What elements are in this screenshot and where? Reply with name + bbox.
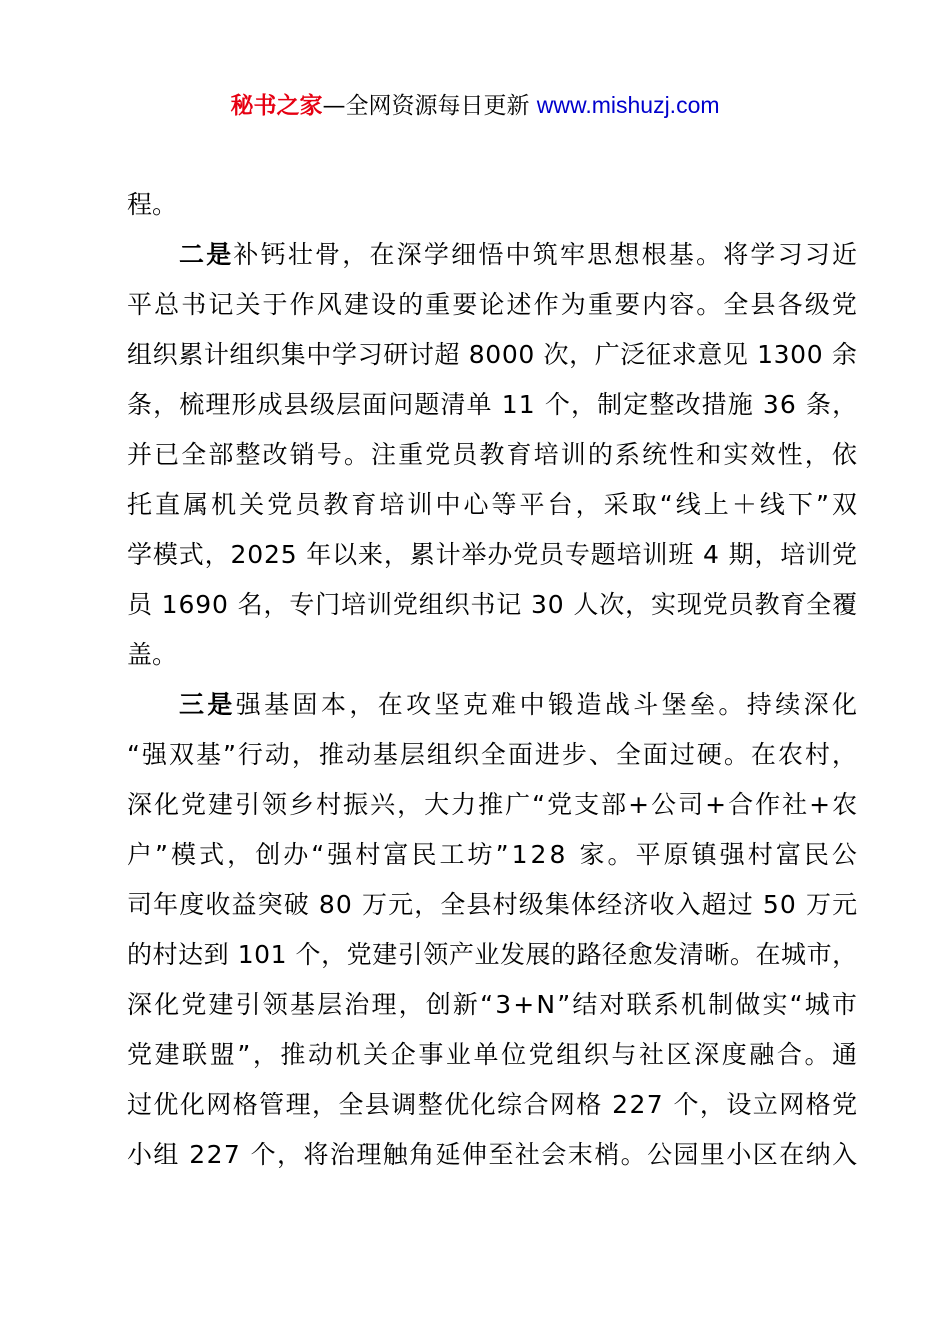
text-line: 条，梳理形成县级层面问题清单 11 个，制定整改措施 36 条， — [127, 390, 859, 419]
paragraph-lead-line: 三是强基固本，在攻坚克难中锻造战斗堡垒。持续深化 — [179, 690, 861, 719]
text-line: 学模式，2025 年以来，累计举办党员专题培训班 4 期，培训党 — [127, 540, 858, 569]
paragraph-lead-line: 二是补钙壮骨，在深学细悟中筑牢思想根基。将学习习近 — [179, 240, 860, 269]
text-line: 小组 227 个，将治理触角延伸至社会末梢。公园里小区在纳入 — [127, 1140, 859, 1169]
text-line: 平总书记关于作风建设的重要论述作为重要内容。全县各级党 — [127, 290, 859, 319]
text-line: 深化党建引领基层治理，创新“3+N”结对联系机制做实“城市 — [127, 990, 860, 1019]
paragraph-lead: 二是 — [179, 240, 234, 269]
header-url-link[interactable]: www.mishuzj.com — [536, 92, 720, 118]
text-line: 过优化网格管理，全县调整优化综合网格 227 个，设立网格党 — [127, 1090, 859, 1119]
text-line: 盖。 — [127, 640, 178, 669]
text-line: 程。 — [127, 190, 178, 219]
text-line: 的村达到 101 个，党建引领产业发展的路径愈发清晰。在城市， — [127, 940, 858, 969]
text-line: 员 1690 名，专门培训党组织书记 30 人次，实现党员教育全覆 — [127, 590, 858, 619]
text-line: “强双基”行动，推动基层组织全面进步、全面过硬。在农村， — [127, 740, 859, 769]
paragraph-lead: 三是 — [179, 690, 236, 719]
text-line: 组织累计组织集中学习研讨超 8000 次，广泛征求意见 1300 余 — [127, 340, 858, 369]
text-line: 党建联盟”，推动机关企事业单位党组织与社区深度融合。通 — [127, 1040, 860, 1069]
text-line: 托直属机关党员教育培训中心等平台，采取“线上＋线下”双 — [127, 490, 860, 519]
watermark-header — [0, 88, 950, 123]
document-body — [127, 180, 861, 1180]
text-line: 户”模式，创办“强村富民工坊”128 家。平原镇强村富民公 — [127, 840, 860, 869]
text-line: 深化党建引领乡村振兴，大力推广“党支部+公司+合作社+农 — [127, 790, 860, 819]
text-line: 司年度收益突破 80 万元，全县村级集体经济收入超过 50 万元 — [127, 890, 859, 919]
header-tagline: —全网资源每日更新 — [322, 93, 537, 119]
text-line: 并已全部整改销号。注重党员教育培训的系统性和实效性，依 — [127, 440, 859, 469]
header-brand: 秘书之家 — [230, 93, 323, 119]
